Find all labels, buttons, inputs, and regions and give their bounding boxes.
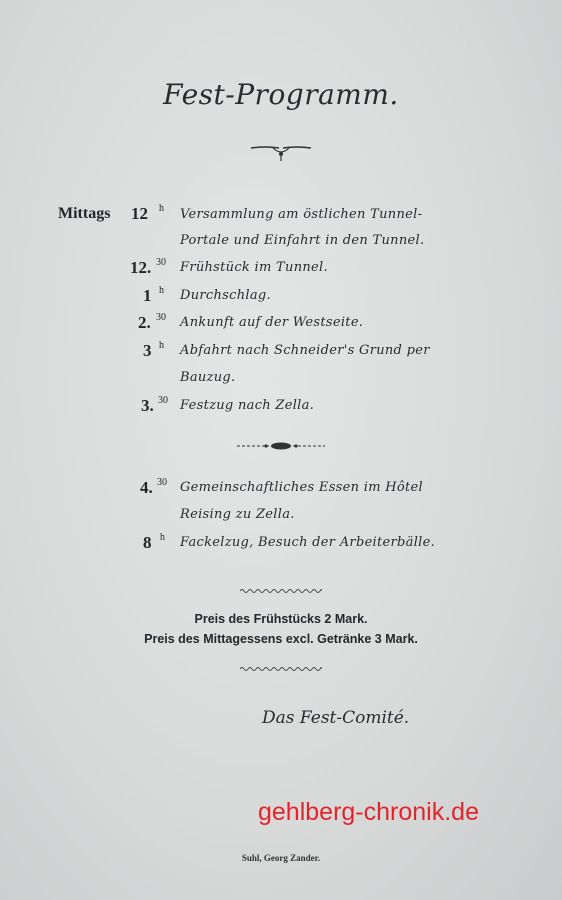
price-line: Preis des Frühstücks 2 Mark. bbox=[194, 612, 368, 626]
schedule-time: 1 bbox=[143, 286, 152, 305]
schedule-text: Frühstück im Tunnel. bbox=[180, 260, 328, 275]
schedule-text: Versammlung am östlichen Tunnel- bbox=[180, 207, 423, 222]
schedule-text: Gemeinschaftliches Essen im Hôtel bbox=[180, 480, 423, 495]
schedule-text: Festzug nach Zella. bbox=[180, 398, 315, 413]
schedule-text: Fackelzug, Besuch der Arbeiterbälle. bbox=[180, 535, 436, 550]
schedule-time: 3. bbox=[141, 396, 154, 415]
schedule-time-sup: 30 bbox=[156, 312, 166, 323]
watermark: gehlberg-chronik.de bbox=[258, 798, 479, 826]
schedule-time: 12. bbox=[130, 258, 152, 277]
schedule-time-sup: h bbox=[160, 532, 165, 543]
schedule-time: 4. bbox=[140, 478, 153, 497]
schedule-text: Abfahrt nach Schneider's Grund per bbox=[180, 343, 430, 358]
schedule-time: 2. bbox=[138, 313, 151, 332]
schedule-time-sup: h bbox=[159, 203, 164, 214]
schedule-text: Ankunft auf der Westseite. bbox=[180, 315, 364, 330]
schedule-time-sup: 30 bbox=[158, 395, 168, 406]
ornament-divider-middle bbox=[0, 440, 562, 452]
schedule-text: Durchschlag. bbox=[180, 288, 271, 303]
wave-divider-top bbox=[0, 588, 562, 594]
schedule-time-sup: 30 bbox=[156, 257, 166, 268]
signature: Das Fest-Comité. bbox=[262, 708, 410, 728]
schedule-time: 8 bbox=[143, 533, 152, 552]
printer-imprint: Suhl, Georg Zander. bbox=[241, 853, 321, 863]
schedule-time: 12 bbox=[131, 204, 148, 223]
schedule-time-sup: h bbox=[159, 340, 164, 351]
schedule-text: Reising zu Zella. bbox=[180, 507, 295, 522]
schedule-text: Bauzug. bbox=[180, 370, 236, 385]
price-line: Preis des Mittagessens excl. Getränke 3 Mark. bbox=[144, 632, 418, 646]
schedule-time: 3 bbox=[143, 341, 152, 360]
schedule-time-sup: h bbox=[159, 285, 164, 296]
wave-divider-bottom bbox=[0, 666, 562, 672]
page-title: Fest-Programm. bbox=[163, 78, 399, 111]
schedule-time-sup: 30 bbox=[157, 477, 167, 488]
schedule-lead: Mittags bbox=[58, 205, 111, 222]
schedule-text: Portale und Einfahrt in den Tunnel. bbox=[180, 233, 425, 248]
